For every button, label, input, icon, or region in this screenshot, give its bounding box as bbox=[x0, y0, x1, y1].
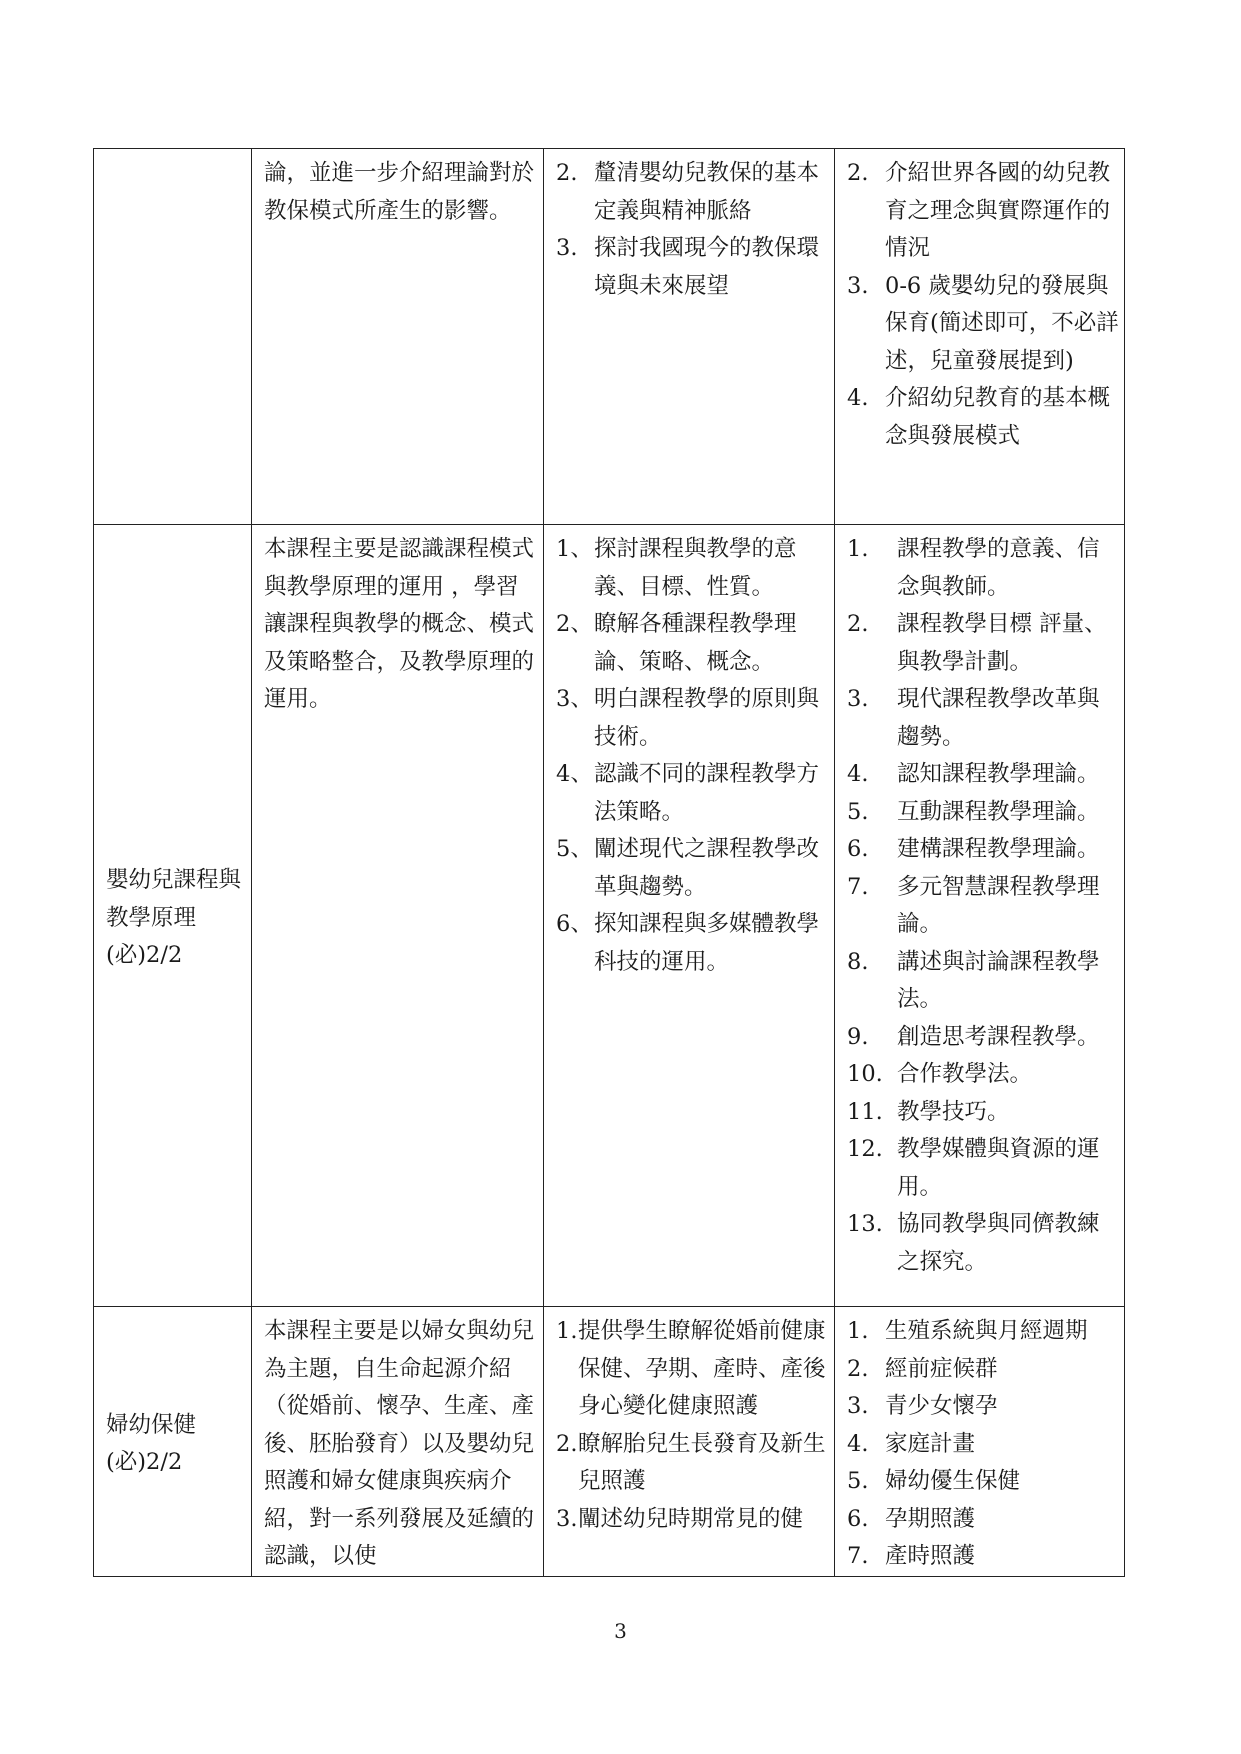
topic-item bbox=[847, 1501, 1120, 1539]
topic-number: 5. bbox=[847, 1468, 869, 1494]
goal-item bbox=[556, 531, 830, 606]
goal-text: 提供學生瞭解從婚前健康保健、孕期、產時、產後身心變化健康照護 bbox=[578, 1318, 826, 1419]
goal-number: 1. bbox=[556, 1318, 578, 1344]
topic-number: 8. bbox=[847, 948, 869, 975]
course-topics-cell bbox=[835, 1307, 1125, 1577]
course-goals-cell bbox=[544, 149, 835, 525]
topic-number: 11. bbox=[847, 1098, 883, 1125]
course-name-cell bbox=[94, 149, 252, 525]
course-name: 嬰幼兒課程與教學原理(必)2/2 bbox=[106, 867, 242, 969]
goal-text: 探知課程與多媒體教學科技的運用。 bbox=[594, 911, 820, 975]
topic-item bbox=[847, 869, 1120, 944]
goal-text: 探討我國現今的教保環境與未來展望 bbox=[594, 235, 820, 299]
topic-text: 現代課程教學改革與趨勢。 bbox=[897, 686, 1100, 750]
topic-number: 2. bbox=[847, 160, 869, 186]
course-row bbox=[94, 149, 1125, 525]
topic-number: 4. bbox=[847, 1430, 869, 1457]
topic-number: 4. bbox=[847, 761, 869, 787]
topic-text: 教學技巧。 bbox=[897, 1098, 1010, 1125]
goal-text: 闡述現代之課程教學改革與趨勢。 bbox=[594, 836, 820, 900]
topic-item bbox=[847, 794, 1120, 832]
topic-item bbox=[847, 380, 1120, 455]
goal-item bbox=[556, 1501, 830, 1539]
course-goals-cell bbox=[544, 525, 835, 1307]
course-row bbox=[94, 1307, 1125, 1577]
goal-text: 認識不同的課程教學方法策略。 bbox=[594, 761, 820, 825]
topic-number: 3. bbox=[847, 686, 869, 712]
topic-item bbox=[847, 1019, 1120, 1057]
course-description-cell bbox=[252, 1307, 544, 1577]
course-name: 婦幼保健(必)2/2 bbox=[106, 1411, 197, 1476]
topic-number: 1. bbox=[847, 1318, 869, 1344]
goal-text: 瞭解各種課程教學理論、策略、概念。 bbox=[594, 611, 797, 675]
topic-text: 青少女懷孕 bbox=[885, 1393, 998, 1419]
topic-item bbox=[847, 531, 1120, 606]
goal-item bbox=[556, 756, 830, 831]
topic-item bbox=[847, 1463, 1120, 1501]
goals-list bbox=[556, 1313, 830, 1538]
goal-item bbox=[556, 906, 830, 981]
topic-text: 婦幼優生保健 bbox=[885, 1468, 1021, 1494]
topic-text: 0-6 歲嬰幼兒的發展與保育(簡述即可，不必詳述，兒童發展提到) bbox=[885, 272, 1119, 374]
goal-item bbox=[556, 1426, 830, 1501]
goal-number: 2. bbox=[556, 160, 578, 186]
topic-item bbox=[847, 681, 1120, 756]
goal-item bbox=[556, 606, 830, 681]
topic-item bbox=[847, 268, 1120, 381]
goal-item bbox=[556, 230, 830, 305]
topic-text: 建構課程教學理論。 bbox=[897, 836, 1100, 862]
topic-text: 介紹幼兒教育的基本概念與發展模式 bbox=[885, 385, 1111, 449]
topic-number: 7. bbox=[847, 873, 869, 900]
topic-number: 7. bbox=[847, 1543, 869, 1569]
topics-list bbox=[847, 531, 1120, 1281]
goal-number: 5、 bbox=[556, 836, 593, 862]
topic-number: 12. bbox=[847, 1136, 883, 1162]
course-description-cell bbox=[252, 149, 544, 525]
goal-number: 1、 bbox=[556, 536, 593, 562]
goal-number: 2. bbox=[556, 1430, 578, 1457]
topic-text: 家庭計畫 bbox=[885, 1430, 976, 1457]
goals-list bbox=[556, 531, 830, 981]
goal-text: 探討課程與教學的意義、目標、性質。 bbox=[594, 536, 797, 600]
topic-item bbox=[847, 1131, 1120, 1206]
topic-item bbox=[847, 606, 1120, 681]
course-row bbox=[94, 525, 1125, 1307]
topic-text: 課程教學的意義、信念與教師。 bbox=[897, 536, 1100, 600]
topic-number: 13. bbox=[847, 1211, 883, 1237]
topic-text: 生殖系統與月經週期 bbox=[885, 1318, 1088, 1344]
course-description: 本課程主要是認識課程模式與教學原理的運用 ，學習讓課程與教學的概念、模式及策略整合，及教學原理的運用。 bbox=[264, 536, 535, 712]
course-name-cell bbox=[94, 525, 252, 1307]
topic-text: 合作教學法。 bbox=[897, 1061, 1033, 1087]
topic-number: 1. bbox=[847, 536, 869, 562]
topics-list bbox=[847, 1313, 1120, 1576]
topic-number: 2. bbox=[847, 1355, 869, 1382]
topic-item bbox=[847, 1351, 1120, 1389]
topic-number: 3. bbox=[847, 1393, 869, 1419]
goal-number: 4、 bbox=[556, 761, 593, 787]
goal-item bbox=[556, 1313, 830, 1426]
topic-text: 孕期照護 bbox=[885, 1505, 976, 1532]
course-description: 本課程主要是以婦女與幼兒為主題，自生命起源介紹（從婚前、懷孕、生產、產後、胚胎發育）以及嬰幼兒照護和婦女健康與疾病介紹，對一系列發展及延續的認識，以使 bbox=[264, 1318, 535, 1569]
topic-text: 認知課程教學理論。 bbox=[897, 761, 1100, 787]
topics-list bbox=[847, 155, 1120, 455]
course-goals-cell bbox=[544, 1307, 835, 1577]
goal-text: 闡述幼兒時期常見的健 bbox=[578, 1505, 804, 1532]
topic-number: 5. bbox=[847, 798, 869, 825]
course-topics-cell bbox=[835, 149, 1125, 525]
topic-text: 協同教學與同儕教練之探究。 bbox=[897, 1211, 1100, 1275]
topic-text: 課程教學目標 評量、與教學計劃。 bbox=[897, 611, 1107, 675]
goal-item bbox=[556, 831, 830, 906]
topic-number: 3. bbox=[847, 272, 869, 299]
goal-item bbox=[556, 681, 830, 756]
topic-item bbox=[847, 1313, 1120, 1351]
topic-text: 多元智慧課程教學理論。 bbox=[897, 873, 1100, 937]
course-table bbox=[93, 148, 1125, 1577]
course-name-cell bbox=[94, 1307, 252, 1577]
topic-item bbox=[847, 1094, 1120, 1132]
topic-item bbox=[847, 1426, 1120, 1464]
topic-item bbox=[847, 155, 1120, 268]
topic-number: 2. bbox=[847, 611, 869, 637]
topic-text: 產時照護 bbox=[885, 1543, 976, 1569]
topic-item bbox=[847, 1538, 1120, 1576]
topic-number: 6. bbox=[847, 1505, 869, 1532]
goal-number: 3、 bbox=[556, 686, 593, 712]
topic-text: 創造思考課程教學。 bbox=[897, 1023, 1100, 1050]
topic-item bbox=[847, 944, 1120, 1019]
goal-text: 瞭解胎兒生長發育及新生兒照護 bbox=[578, 1430, 826, 1494]
topic-number: 9. bbox=[847, 1023, 869, 1050]
topic-item bbox=[847, 831, 1120, 869]
goal-number: 3. bbox=[556, 235, 578, 261]
topic-item bbox=[847, 1056, 1120, 1094]
topic-text: 講述與討論課程教學法。 bbox=[897, 948, 1100, 1012]
goal-number: 3. bbox=[556, 1505, 578, 1532]
topic-item bbox=[847, 1388, 1120, 1426]
topic-text: 互動課程教學理論。 bbox=[897, 798, 1100, 825]
topic-number: 10. bbox=[847, 1061, 883, 1087]
topic-text: 介紹世界各國的幼兒教育之理念與實際運作的情況 bbox=[885, 160, 1111, 261]
goal-text: 釐清嬰幼兒教保的基本定義與精神脈絡 bbox=[594, 160, 820, 224]
topic-text: 教學媒體與資源的運用。 bbox=[897, 1136, 1100, 1200]
page-number: 3 bbox=[614, 1619, 627, 1643]
topic-number: 6. bbox=[847, 836, 869, 862]
course-description-cell bbox=[252, 525, 544, 1307]
topic-text: 經前症候群 bbox=[885, 1355, 998, 1382]
topic-item bbox=[847, 1206, 1120, 1281]
goal-item bbox=[556, 155, 830, 230]
course-description: 論，並進一步介紹理論對於教保模式所產生的影響。 bbox=[264, 160, 535, 224]
goal-number: 2、 bbox=[556, 611, 593, 637]
goal-number: 6、 bbox=[556, 911, 593, 937]
topic-item bbox=[847, 756, 1120, 794]
goals-list bbox=[556, 155, 830, 305]
topic-number: 4. bbox=[847, 385, 869, 411]
goal-text: 明白課程教學的原則與技術。 bbox=[594, 686, 820, 750]
course-topics-cell bbox=[835, 525, 1125, 1307]
